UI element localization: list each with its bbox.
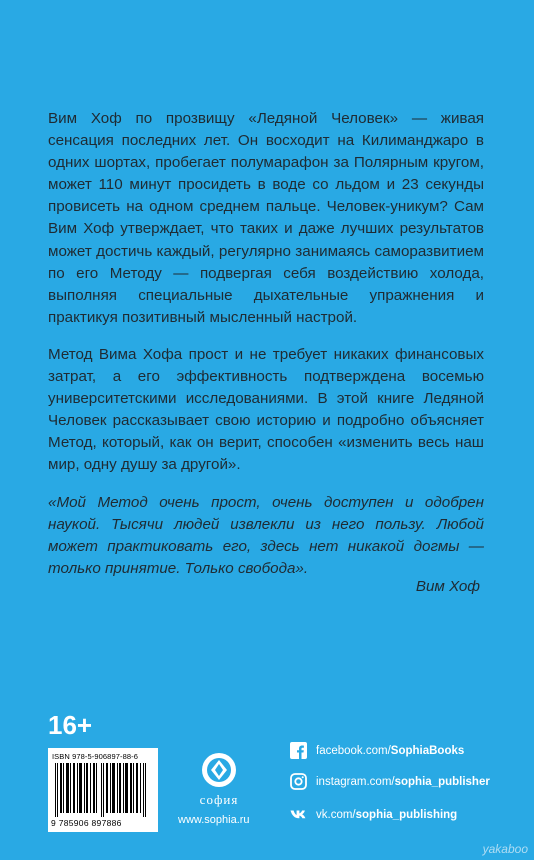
facebook-prefix: facebook.com/ — [316, 744, 391, 757]
age-rating: 16+ — [48, 710, 93, 740]
watermark: yakaboo — [482, 842, 528, 856]
barcode-number: 9 785906 897886 — [51, 818, 122, 828]
vk-handle: sophia_publishing — [355, 808, 458, 821]
vk-icon — [290, 806, 307, 823]
instagram-icon — [290, 773, 307, 790]
facebook-handle: SophiaBooks — [390, 744, 465, 757]
instagram-link[interactable] — [290, 773, 490, 790]
vk-prefix: vk.com/ — [316, 808, 356, 821]
vk-link[interactable] — [290, 806, 457, 823]
isbn-label: ISBN 978-5-906897-88-6 — [52, 752, 139, 761]
facebook-link[interactable] — [290, 742, 464, 759]
description-paragraph-2: Метод Вима Хофа прост и не требует никаких финансовых затрат, а его эффективность подтверждена восемью университетскими исследованиями. В этой книге Ледяной Человек рассказывает свою историю и подробно объясняет Метод, который, как он верит, способен «изменить весь наш мир, одну душу за другой». — [48, 346, 484, 474]
instagram-prefix: instagram.com/ — [316, 775, 395, 788]
publisher-name: софия — [199, 792, 239, 807]
author-quote: «Мой Метод очень прост, очень доступен и одобрен наукой. Тысячи людей извлекли из него пользу. Любой может практиковать его, здесь нет никакой догмы — только принятие. Только свобода». — [48, 494, 484, 578]
instagram-handle: sophia_publisher — [394, 775, 490, 788]
facebook-icon — [290, 742, 307, 759]
publisher-logo — [201, 751, 237, 789]
publisher-website[interactable]: www.sophia.ru — [178, 814, 250, 826]
description-paragraph-1: Вим Хоф по прозвищу «Ледяной Человек» — живая сенсация последних лет. Он восходит на Килиманджаро в одних шортах, пробегает полумарафон за Полярным кругом, может 110 минут просидеть в воде со льдом и 23 секунды провисеть на одном среднем пальце. Человек-уникум? Сам Вим Хоф утверждает, что таких и даже лучших результатов может достичь каждый, регулярно занимаясь саморазвитием по его Методу — подвергая себя воздействию холода, выполняя специальные дыхательные упражнения и практикуя позитивный мысленный настрой. — [48, 110, 484, 326]
barcode-bars — [55, 763, 151, 817]
quote-author: Вим Хоф — [415, 578, 480, 595]
barcode — [48, 748, 158, 832]
